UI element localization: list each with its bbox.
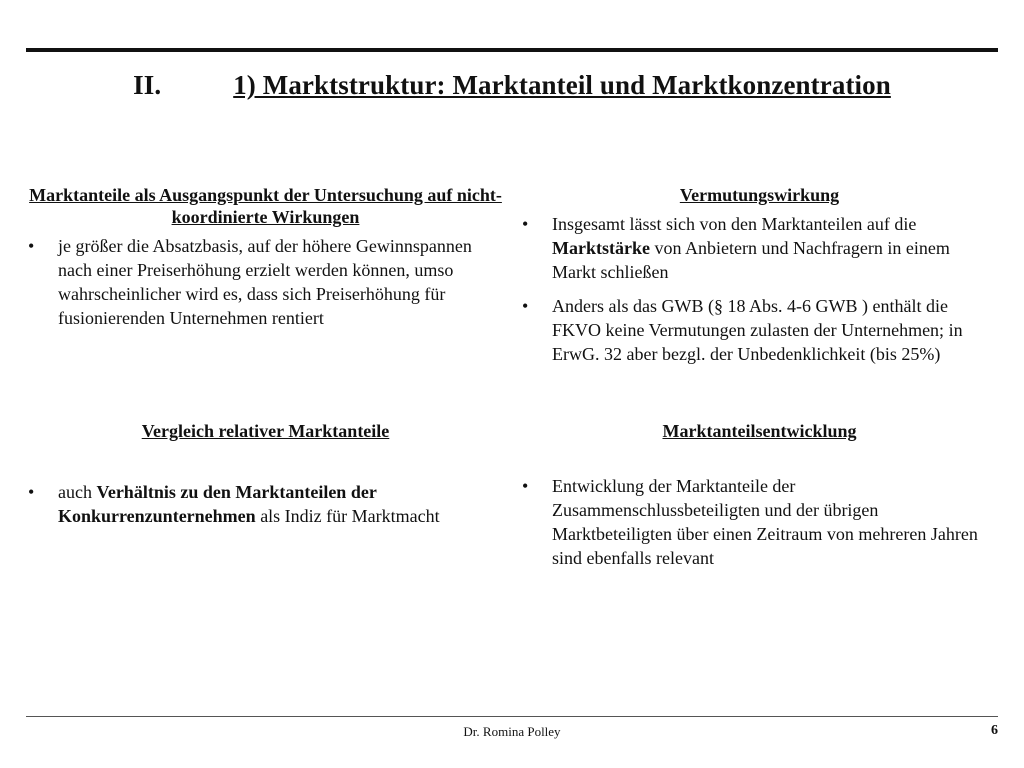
bullet-icon: •	[28, 482, 35, 502]
bullet-list	[522, 474, 997, 570]
bullet-icon: •	[522, 296, 529, 316]
top-rule	[26, 48, 998, 52]
section-heading: Marktanteile als Ausgangspunkt der Untersuchung auf nicht-koordinierte Wirkungen	[29, 185, 502, 227]
bullet-list	[522, 212, 997, 366]
list-item	[522, 212, 997, 284]
section-heading: Marktanteilsentwicklung	[662, 421, 857, 441]
item-text-bold: Verhältnis zu den Marktanteilen der Konkurrenzunternehmen	[58, 482, 377, 526]
bullet-icon: •	[28, 236, 35, 256]
section-heading: Vermutungswirkung	[679, 185, 840, 205]
list-item	[28, 480, 503, 528]
bullet-list	[28, 234, 503, 330]
page-number: 6	[991, 723, 998, 738]
list-item	[522, 474, 997, 570]
item-text-bold: Marktstärke	[552, 238, 650, 258]
bullet-list	[28, 480, 503, 528]
footer-author: Dr. Romina Polley	[463, 724, 561, 739]
item-text-post: als Indiz für Marktmacht	[255, 506, 440, 526]
section-vergleich	[28, 420, 503, 538]
bottom-rule	[26, 716, 998, 717]
item-text: Anders als das GWB (§ 18 Abs. 4-6 GWB ) enthält die FKVO keine Vermutungen zulasten der Unternehmen; in ErwG. 32 aber bezgl. der Unbedenklichkeit (bis 25%)	[552, 296, 963, 364]
item-text: je größer die Absatzbasis, auf der höhere Gewinnspannen nach einer Preiserhöhung erzielt werden können, umso wahrscheinlicher wird es, dass sich Preiserhöhung für fusionierenden Unternehmen rentiert	[58, 236, 472, 328]
list-item	[522, 294, 997, 366]
bullet-icon: •	[522, 476, 529, 496]
item-text-pre: auch	[58, 482, 97, 502]
section-marktanteile	[28, 184, 503, 340]
title-number: II.	[133, 70, 162, 100]
section-marktanteilsentwicklung	[522, 420, 997, 580]
list-item	[28, 234, 503, 330]
slide-title	[0, 70, 1024, 101]
section-heading: Vergleich relativer Marktanteile	[141, 421, 390, 441]
item-text-post: von Anbietern und Nachfragern in einem Markt schließen	[552, 238, 950, 282]
title-text: 1) Marktstruktur: Marktanteil und Marktkonzentration	[233, 70, 891, 100]
section-vermutungswirkung	[522, 184, 997, 376]
item-text: Entwicklung der Marktanteile der Zusammenschlussbeteiligten und der übrigen Marktbeteiligten über einen Zeitraum von mehreren Jahren sind ebenfalls relevant	[552, 476, 978, 568]
bullet-icon: •	[522, 214, 529, 234]
item-text-pre: Insgesamt lässt sich von den Marktanteilen auf die	[552, 214, 917, 234]
